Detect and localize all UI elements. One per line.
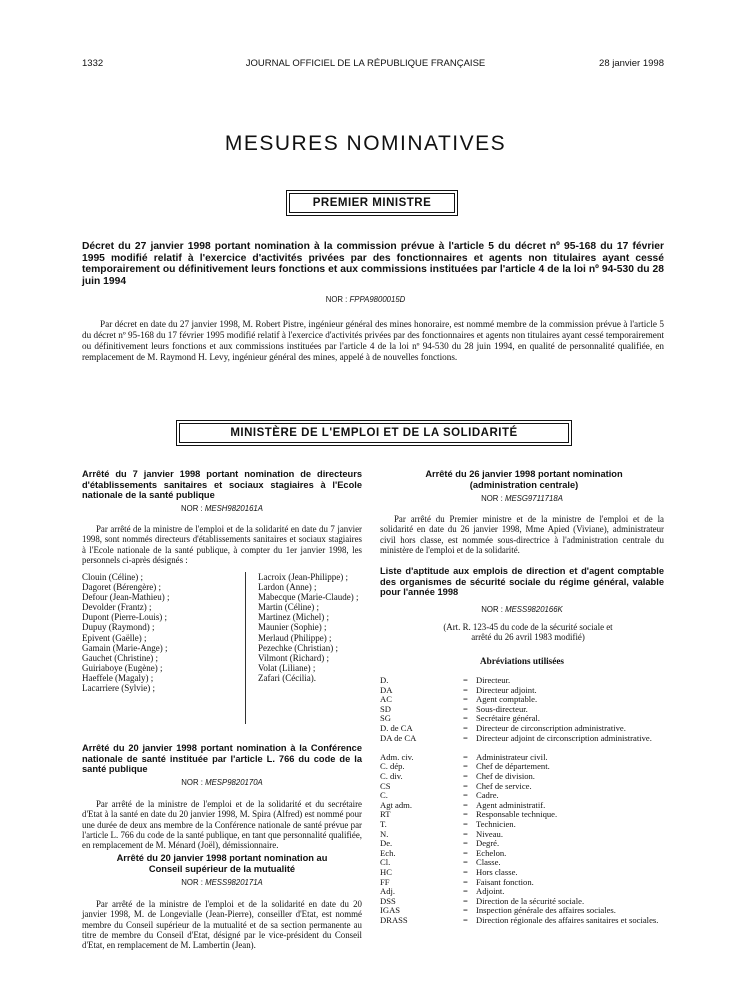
abbreviation-value: Inspection générale des affaires sociales. bbox=[476, 905, 616, 916]
liste-reference: (Art. R. 123-45 du code de la sécurité sociale et arrêté du 26 avril 1983 modifié) bbox=[443, 622, 613, 643]
liste-title: Liste d'aptitude aux emplois de direction et d'agent comptable des organismes de sécurité sociale du régime général, valable pour l'année 1998 bbox=[380, 566, 664, 598]
column-divider bbox=[245, 572, 246, 724]
abbreviation-key: D. bbox=[380, 675, 389, 685]
abbreviation-key: FF bbox=[380, 876, 390, 887]
equals-sign: = bbox=[463, 838, 468, 849]
abbreviation-value: Secrétaire général. bbox=[476, 713, 540, 724]
decree-nor bbox=[0, 295, 731, 304]
page-number: 1332 bbox=[82, 58, 104, 69]
abbreviation-value: Hors classe. bbox=[476, 867, 518, 877]
abbreviation-key: C. div. bbox=[380, 771, 403, 781]
abbreviation-key: Agt adm. bbox=[380, 799, 412, 810]
name-entry: Vilmont (Richard) ; bbox=[258, 652, 329, 663]
equals-sign: = bbox=[463, 915, 468, 925]
equals-sign: = bbox=[463, 790, 468, 801]
equals-sign: = bbox=[463, 905, 468, 916]
abbreviation-key: SD bbox=[380, 703, 391, 714]
name-entry: Devolder (Frantz) ; bbox=[82, 602, 152, 613]
abbreviation-key: DSS bbox=[380, 895, 396, 906]
name-entry: Merlaud (Philippe) ; bbox=[258, 632, 332, 643]
arrete-1-title: Arrêté du 7 janvier 1998 portant nomination de directeurs d'établissements sanitaires et sociaux stagiaires à l'Ecole nationale de la santé publique bbox=[82, 469, 362, 501]
nor-label: NOR : bbox=[181, 878, 203, 887]
equals-sign: = bbox=[463, 819, 468, 829]
premier-ministre-label: PREMIER MINISTRE bbox=[289, 193, 455, 213]
abbreviation-value: Direction régionale des affaires sanitaires et sociales. bbox=[476, 915, 659, 925]
nor-label: NOR : bbox=[481, 494, 503, 503]
abbreviation-value: Responsable technique. bbox=[476, 809, 558, 820]
abbreviation-key: Cl. bbox=[380, 857, 391, 868]
abbreviation-key: N. bbox=[380, 828, 389, 839]
name-entry: Martinez (Michel) ; bbox=[258, 612, 329, 623]
name-entry: Lacarriere (Sylvie) ; bbox=[82, 683, 155, 694]
name-entry: Lacroix (Jean-Philippe) ; bbox=[258, 572, 348, 582]
abbreviation-key: C. bbox=[380, 790, 388, 801]
name-entry: Mabecque (Marie-Claude) ; bbox=[258, 592, 359, 603]
abbreviation-value: Chef de département. bbox=[476, 761, 550, 772]
equals-sign: = bbox=[463, 751, 468, 762]
abbreviation-value: Directeur de circonscription administrative. bbox=[476, 723, 626, 733]
equals-sign: = bbox=[463, 780, 468, 791]
abbreviation-value: Cadre. bbox=[476, 790, 499, 801]
equals-sign: = bbox=[463, 886, 468, 897]
name-entry: Gauchet (Christine) ; bbox=[82, 652, 158, 663]
abbreviation-key: RT bbox=[380, 809, 391, 820]
names-column-2 bbox=[258, 572, 358, 683]
name-entry: Haeffele (Magaly) ; bbox=[82, 672, 154, 683]
nor-label: NOR : bbox=[481, 605, 503, 614]
equals-sign: = bbox=[463, 847, 468, 858]
name-entry: Epivent (Gaëlle) ; bbox=[82, 632, 147, 643]
equals-sign: = bbox=[463, 732, 468, 743]
abbreviation-value: Directeur adjoint. bbox=[476, 684, 537, 695]
abbreviation-value: Direction de la sécurité sociale. bbox=[476, 895, 585, 906]
name-entry: Lardon (Anne) ; bbox=[258, 582, 317, 593]
abbreviation-value: Sous-directeur. bbox=[476, 703, 528, 714]
abbreviation-key: D. de CA bbox=[380, 723, 413, 733]
equals-sign: = bbox=[463, 723, 468, 733]
name-entry: Dagoret (Bérengère) ; bbox=[82, 582, 161, 593]
abbreviation-value: Directeur. bbox=[476, 675, 511, 685]
abbreviation-key: CS bbox=[380, 780, 391, 791]
nor-code: FPPA9800015D bbox=[349, 295, 406, 304]
name-entry: Volat (Liliane) ; bbox=[258, 662, 316, 673]
arrete-3-title: Arrêté du 20 janvier 1998 portant nomination au Conseil supérieur de la mutualité bbox=[116, 853, 328, 874]
premier-ministre-box bbox=[286, 190, 458, 216]
nor-code: MESS9820166K bbox=[505, 605, 563, 614]
abbreviation-key: T. bbox=[380, 819, 387, 829]
name-entry: Defour (Jean-Mathieu) ; bbox=[82, 592, 170, 603]
arrete-3-paragraph: Par arrêté de la ministre de l'emploi et de la solidarité en date du 20 janvier 1998, M. de Longevialle (Jean-Pierre), conseiller d'Etat, est nommé membre du Conseil supérieur de la mutualité et de sa section permanente au titre de membre du Conseil d'Etat, désigné par le vice-président du Conseil d'Etat, en remplacement de M. Lambertin (Jean). bbox=[82, 899, 362, 951]
equals-sign: = bbox=[463, 694, 468, 705]
arrete-4-nor bbox=[380, 494, 664, 503]
abbreviation-value: Administrateur civil. bbox=[476, 751, 548, 762]
nor-label: NOR : bbox=[181, 778, 203, 787]
abbreviation-value: Agent comptable. bbox=[476, 694, 538, 705]
name-entry: Clouin (Céline) ; bbox=[82, 572, 143, 582]
name-entry: Dupuy (Raymond) ; bbox=[82, 622, 155, 633]
nor-code: MESG9711718A bbox=[504, 494, 563, 503]
abbreviation-key: AC bbox=[380, 694, 392, 705]
abbreviation-key: DRASS bbox=[380, 915, 408, 925]
abbreviation-key: SG bbox=[380, 713, 391, 724]
equals-sign: = bbox=[463, 809, 468, 820]
name-entry: Zafari (Cécilia). bbox=[258, 672, 316, 683]
equals-sign: = bbox=[463, 895, 468, 906]
equals-sign: = bbox=[463, 684, 468, 695]
arrete-2-nor bbox=[82, 778, 362, 787]
abbreviation-key: IGAS bbox=[380, 905, 401, 916]
abbreviation-value: Chef de service. bbox=[476, 780, 532, 791]
abbreviation-key: De. bbox=[380, 838, 393, 849]
nor-code: MESH9820161A bbox=[204, 504, 263, 513]
equals-sign: = bbox=[463, 675, 468, 685]
arrete-3-nor bbox=[82, 878, 362, 887]
equals-sign: = bbox=[463, 799, 468, 810]
ministere-box bbox=[176, 420, 572, 446]
abbreviation-value: Echelon. bbox=[476, 847, 507, 858]
equals-sign: = bbox=[463, 876, 468, 887]
name-entry: Martin (Céline) ; bbox=[258, 602, 319, 613]
names-column-1 bbox=[82, 572, 169, 693]
arrete-2-title: Arrêté du 20 janvier 1998 portant nomination à la Conférence nationale de santé instituée par l'article L. 766 du code de la santé publique bbox=[82, 743, 362, 775]
equals-sign: = bbox=[463, 713, 468, 724]
decree-title: Décret du 27 janvier 1998 portant nomination à la commission prévue à l'article 5 du décret nº 95-168 du 17 février 1995 modifié relatif à l'exercice d'activités privées par des fonctionnaires et agents non titulaires ayant cessé temporairement ou définitivement leurs fonctions et aux commissions instituées par l'article 4 de la loi nº 94-530 du 28 juin 1994 bbox=[82, 241, 664, 287]
name-entry: Guiriaboye (Eugène) ; bbox=[82, 662, 163, 673]
journal-title: JOURNAL OFFICIEL DE LA RÉPUBLIQUE FRANÇAISE bbox=[245, 58, 486, 69]
section-title: MESURES NOMINATIVES bbox=[224, 132, 507, 155]
nor-label: NOR : bbox=[181, 504, 203, 513]
nor-code: MESP9820170A bbox=[205, 778, 263, 787]
abbreviation-value: Degré. bbox=[476, 838, 500, 849]
abbreviation-value: Niveau. bbox=[476, 828, 503, 839]
abbreviation-key: DA bbox=[380, 684, 393, 695]
arrete-2-paragraph: Par arrêté de la ministre de l'emploi et de la solidarité et du secrétaire d'Etat à la santé en date du 20 janvier 1998, M. Spira (Alfred) est nommé pour une durée de deux ans membre de la Conférence nationale de santé prévue par l'article L. 766 du code de la santé publique, en tant que personnalité qualifiée, en remplacement de M. Ménard (Joël), démissionnaire. bbox=[82, 799, 362, 851]
abbreviation-value: Chef de division. bbox=[476, 771, 535, 781]
name-entry: Gamain (Marie-Ange) ; bbox=[82, 642, 168, 653]
arrete-1-paragraph: Par arrêté de la ministre de l'emploi et de la solidarité en date du 7 janvier 1998, sont nommés directeurs d'établissements sanitaires et sociaux stagiaires à l'Ecole nationale de la santé publique, à compter du 1er janvier 1998, les personnels ci-après désignés : bbox=[82, 524, 362, 565]
abbreviation-value: Agent administratif. bbox=[476, 799, 546, 810]
abbreviation-key: DA de CA bbox=[380, 732, 417, 743]
arrete-1-nor bbox=[82, 504, 362, 513]
ministere-label: MINISTÈRE DE L'EMPLOI ET DE LA SOLIDARITÉ bbox=[179, 423, 569, 443]
abbreviation-key: C. dép. bbox=[380, 761, 405, 772]
abbreviation-key: Adj. bbox=[380, 886, 396, 897]
equals-sign: = bbox=[463, 771, 468, 781]
equals-sign: = bbox=[463, 828, 468, 839]
abbreviation-value: Directeur adjoint de circonscription administrative. bbox=[476, 732, 652, 743]
equals-sign: = bbox=[463, 857, 468, 868]
issue-date: 28 janvier 1998 bbox=[599, 58, 664, 69]
abbreviation-value: Classe. bbox=[476, 857, 501, 868]
name-entry: Pezechke (Christian) ; bbox=[258, 642, 338, 653]
arrete-4-title: Arrêté du 26 janvier 1998 portant nomination (administration centrale) bbox=[425, 469, 623, 490]
abbreviation-value: Faisant fonction. bbox=[476, 876, 534, 887]
arrete-4-paragraph: Par arrêté du Premier ministre et de la ministre de l'emploi et de la solidarité en date du 26 janvier 1998, Mme Apied (Viviane), administrateur civil hors classe, est nommée sous-directrice à l'administration centrale du ministère de l'emploi et de la solidarité. bbox=[380, 514, 664, 555]
equals-sign: = bbox=[463, 703, 468, 714]
name-entry: Maunier (Sophie) ; bbox=[258, 622, 327, 633]
decree-paragraph: Par décret en date du 27 janvier 1998, M. Robert Pistre, ingénieur général des mines honoraire, est nommé membre de la commission prévue à l'article 5 du décret nº 95-168 du 17 février 1995 modifié relatif à l'exercice d'activités privées par des fonctionnaires et agents non titulaires ayant cessé temporairement ou définitivement leurs fonctions et aux commissions instituées par l'article 4 de la loi nº 94-530 du 28 juin 1994, en qualité de personnalité qualifiée, en remplacement de M. Raymond H. Levy, ingénieur général des mines, appelé à de nouvelles fonctions. bbox=[82, 319, 664, 362]
name-entry: Dupont (Pierre-Louis) ; bbox=[82, 612, 167, 623]
abbreviation-value: Adjoint. bbox=[476, 886, 505, 897]
abbreviation-key: Ech. bbox=[380, 847, 396, 858]
liste-nor bbox=[380, 605, 664, 614]
nor-code: MESS9820171A bbox=[205, 878, 263, 887]
abbreviation-key: Adm. civ. bbox=[380, 751, 414, 762]
abbreviations-heading: Abréviations utilisées bbox=[480, 656, 564, 666]
equals-sign: = bbox=[463, 867, 468, 877]
nor-label: NOR : bbox=[325, 295, 348, 304]
abbreviation-value: Technicien. bbox=[476, 819, 516, 829]
equals-sign: = bbox=[463, 761, 468, 772]
abbreviation-key: HC bbox=[380, 867, 392, 877]
